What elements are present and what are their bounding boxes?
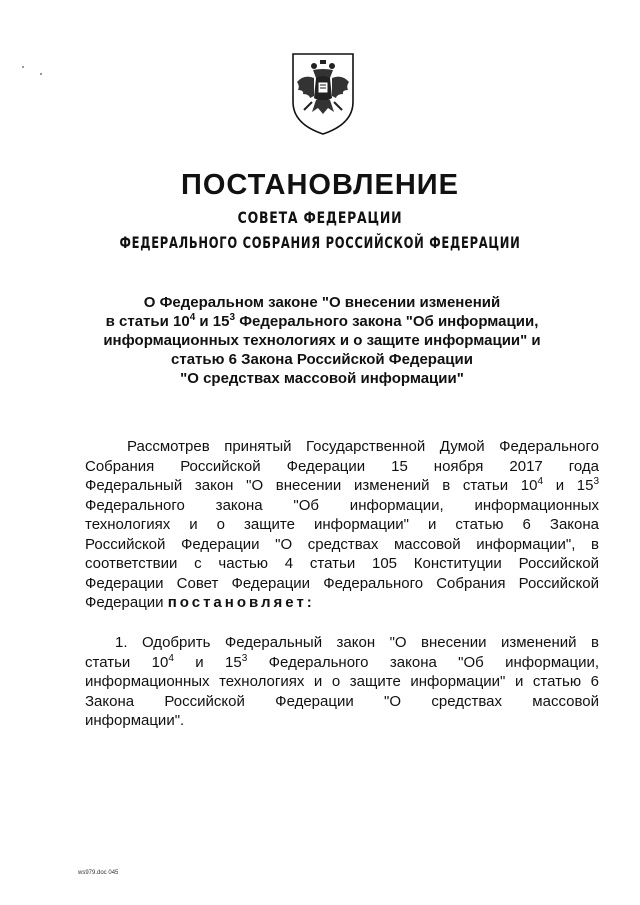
title-line: "О средствах массовой информации" xyxy=(180,370,464,387)
paragraph-line: информации". xyxy=(85,712,185,729)
document-title xyxy=(60,293,584,388)
file-reference-footer: ws979.doc 045 xyxy=(78,870,119,876)
paragraph-line: статьи $10^4$ и $15^3$ Федерального закона "Об информации, xyxy=(85,652,599,671)
scan-speck xyxy=(40,73,42,75)
paragraph-line: Федерации постановляет: xyxy=(85,594,315,611)
paragraph-line: Федерального закона "Об информации, информационных xyxy=(85,496,599,514)
title-line: в статьи $10^4$ и $15^3$ Федерального закона "Об информации, xyxy=(105,312,539,330)
paragraph-line: 1. Одобрить Федеральный закон "О внесении изменений в xyxy=(115,634,599,651)
issuer-line-1: СОВЕТА ФЕДЕРАЦИИ xyxy=(237,208,403,227)
paragraph-line: соответствии с частью 4 статьи 105 Конституции Российской xyxy=(85,555,599,572)
title-line: статью 6 Закона Российской Федерации xyxy=(171,351,473,368)
scan-speck xyxy=(22,66,24,68)
document-type-heading: ПОСТАНОВЛЕНИЕ xyxy=(181,169,459,201)
paragraph-line: технологиях и о защите информации" и статью 6 Закона xyxy=(85,516,599,533)
paragraph-line: Собрания Российской Федерации 15 ноября 2017 года xyxy=(85,457,599,475)
paragraph-line: Федеральный закон "О внесении изменений в статьи $10^4$ и $15^3$ xyxy=(85,476,599,494)
preamble-paragraph xyxy=(85,437,599,613)
issuer-line-2: ФЕДЕРАЛЬНОГО СОБРАНИЯ РОССИЙСКОЙ ФЕДЕРАЦИИ xyxy=(119,233,521,252)
resolution-word: постановляет: xyxy=(167,594,315,611)
paragraph-line: информационных технологиях и о защите информации" и статью 6 xyxy=(85,673,599,690)
resolution-item-1 xyxy=(85,633,599,731)
paragraph-line: Рассмотрев принятый Государственной Думой Федерального xyxy=(127,438,599,455)
paragraph-line: Закона Российской Федерации "О средствах массовой xyxy=(85,692,599,710)
paragraph-line: Федерации Совет Федерации Федерального Собрания Российской xyxy=(85,574,599,592)
title-line: О Федеральном законе "О внесении изменений xyxy=(143,294,501,311)
title-line: информационных технологиях и о защите информации" и xyxy=(103,332,541,349)
paragraph-line: Российской Федерации "О средствах массовой информации", в xyxy=(85,535,599,553)
coat-of-arms-icon xyxy=(290,52,356,136)
